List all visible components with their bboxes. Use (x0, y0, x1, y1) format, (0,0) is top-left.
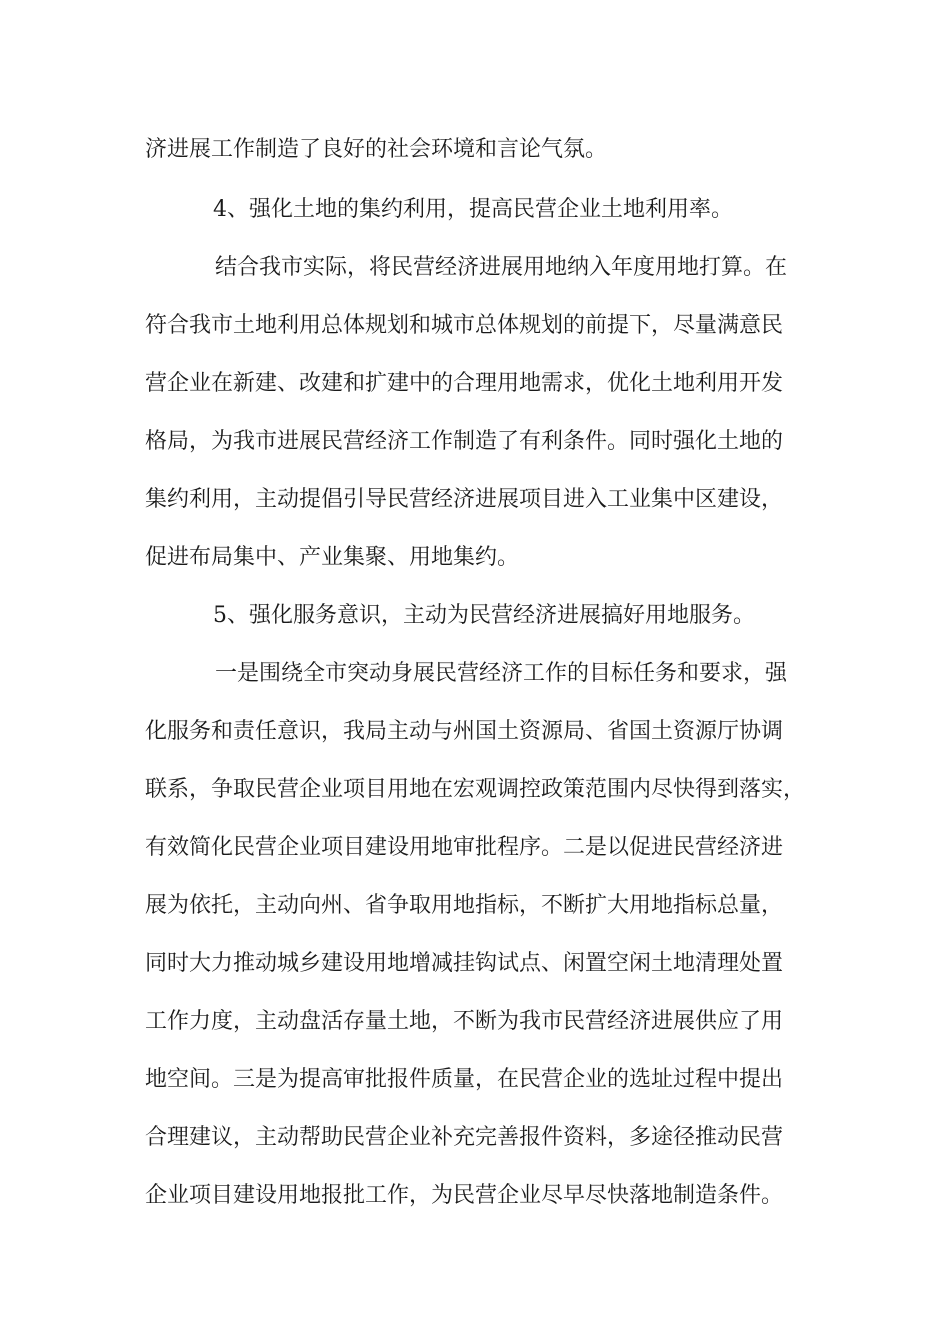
section-heading: 5、强化服务意识，主动为民营经济进展搞好用地服务。 (213, 603, 755, 628)
text-line: 促进布局集中、产业集聚、用地集约。 (145, 545, 520, 570)
text-line: 联系，争取民营企业项目用地在宏观调控政策范围内尽快得到落实， (145, 777, 806, 802)
text-line: 营企业在新建、改建和扩建中的合理用地需求，优化土地利用开发 (145, 371, 784, 396)
text-line: 符合我市土地利用总体规划和城市总体规划的前提下，尽量满意民 (145, 313, 784, 338)
text-line: 工作力度，主动盘活存量土地，不断为我市民营经济进展供应了用 (145, 1009, 784, 1034)
text-line: 企业项目建设用地报批工作，为民营企业尽早尽快落地制造条件。 (145, 1183, 784, 1208)
text-line: 地空间。三是为提高审批报件质量，在民营企业的选址过程中提出 (145, 1067, 784, 1092)
text-line: 一是围绕全市突动身展民营经济工作的目标任务和要求，强 (215, 661, 788, 686)
text-line: 济进展工作制造了良好的社会环境和言论气氛。 (145, 137, 608, 162)
text-line: 化服务和责任意识，我局主动与州国土资源局、省国土资源厅协调 (145, 719, 784, 744)
text-line: 同时大力推动城乡建设用地增减挂钩试点、闲置空闲土地清理处置 (145, 951, 784, 976)
text-line: 结合我市实际，将民营经济进展用地纳入年度用地打算。在 (215, 255, 788, 280)
text-line: 集约利用，主动提倡引导民营经济进展项目进入工业集中区建设， (145, 487, 784, 512)
text-line: 格局，为我市进展民营经济工作制造了有利条件。同时强化土地的 (145, 429, 784, 454)
text-line: 展为依托，主动向州、省争取用地指标，不断扩大用地指标总量， (145, 893, 784, 918)
text-line: 合理建议，主动帮助民营企业补充完善报件资料，多途径推动民营 (145, 1125, 784, 1150)
section-heading: 4、强化土地的集约利用，提高民营企业土地利用率。 (213, 197, 733, 222)
text-line: 有效简化民营企业项目建设用地审批程序。二是以促进民营经济进 (145, 835, 784, 860)
